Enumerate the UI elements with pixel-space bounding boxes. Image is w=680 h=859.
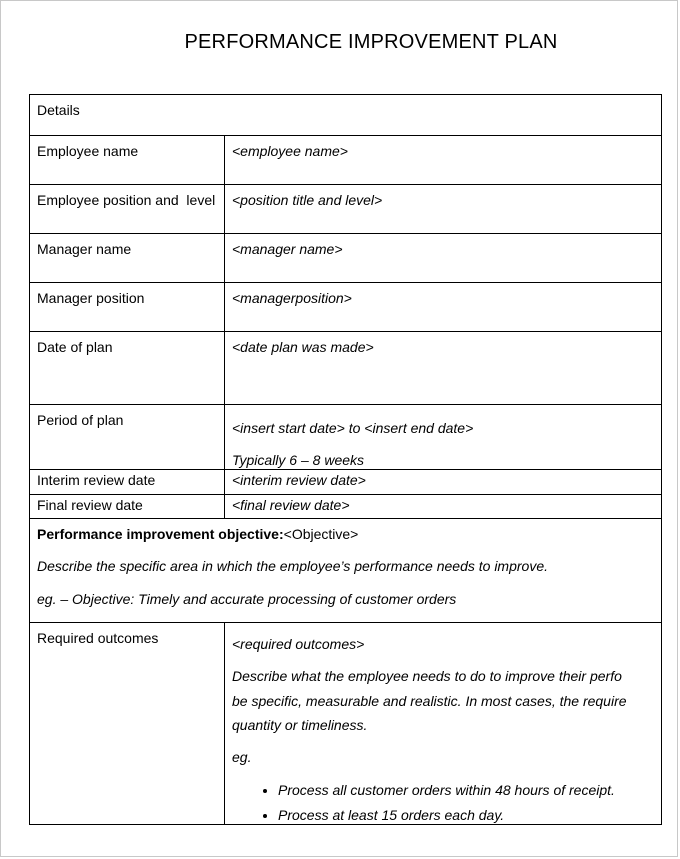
outcomes-label: Required outcomes — [30, 623, 225, 825]
outcomes-line-3: quantity or timeliness. — [232, 717, 368, 733]
outcomes-bullet-list — [232, 782, 654, 824]
final-review-label: Final review date — [30, 495, 225, 519]
table-row — [30, 283, 662, 332]
final-review-value: <final review date> — [225, 495, 662, 519]
manager-position-label: Manager position — [30, 283, 225, 332]
objective-description: Describe the specific area in which the employee’s performance needs to improve. — [37, 558, 548, 574]
employee-position-label: Employee position and level — [30, 185, 225, 234]
document-title: PERFORMANCE IMPROVEMENT PLAN — [184, 31, 558, 53]
manager-name-value: <manager name> — [225, 234, 662, 283]
outcomes-cell — [225, 623, 662, 825]
table-row — [30, 470, 662, 495]
employee-name-value: <employee name> — [225, 136, 662, 185]
objective-example: eg. – Objective: Timely and accurate processing of customer orders — [37, 591, 457, 607]
list-item: • Process at least 15 orders each day. — [278, 807, 654, 824]
outcomes-line-2: be specific, measurable and realistic. In most cases, the require — [232, 693, 627, 709]
objective-heading — [37, 526, 654, 543]
table-row — [30, 136, 662, 185]
date-of-plan-label: Date of plan — [30, 332, 225, 405]
period-of-plan-value: <insert start date> to <insert end date> — [232, 420, 474, 436]
outcomes-row — [30, 623, 662, 825]
manager-name-label: Manager name — [30, 234, 225, 283]
outcomes-line-1: Describe what the employee needs to do to improve their perfo — [232, 668, 622, 684]
manager-position-value: <managerposition> — [225, 283, 662, 332]
outcomes-placeholder: <required outcomes> — [232, 636, 365, 652]
objective-placeholder: <Objective> — [283, 526, 359, 542]
employee-name-label: Employee name — [30, 136, 225, 185]
objective-cell — [30, 519, 662, 623]
objective-row — [30, 519, 662, 623]
period-of-plan-label: Period of plan — [30, 405, 225, 470]
interim-review-label: Interim review date — [30, 470, 225, 495]
table-row — [30, 234, 662, 283]
employee-position-value: <position title and level> — [225, 185, 662, 234]
period-of-plan-note: Typically 6 – 8 weeks — [232, 452, 365, 468]
table-row — [30, 495, 662, 519]
table-row — [30, 185, 662, 234]
objective-label: Performance improvement objective: — [37, 526, 284, 542]
details-header-row — [30, 95, 662, 136]
interim-review-value: <interim review date> — [225, 470, 662, 495]
date-of-plan-value: <date plan was made> — [225, 332, 662, 405]
list-item: • Process all customer orders within 48 hours of receipt. — [278, 782, 654, 799]
outcomes-eg: eg. — [232, 749, 252, 765]
plan-form-table — [29, 94, 662, 825]
period-of-plan-cell — [225, 405, 662, 470]
details-header: Details — [30, 95, 662, 136]
table-row — [30, 405, 662, 470]
table-row — [30, 332, 662, 405]
